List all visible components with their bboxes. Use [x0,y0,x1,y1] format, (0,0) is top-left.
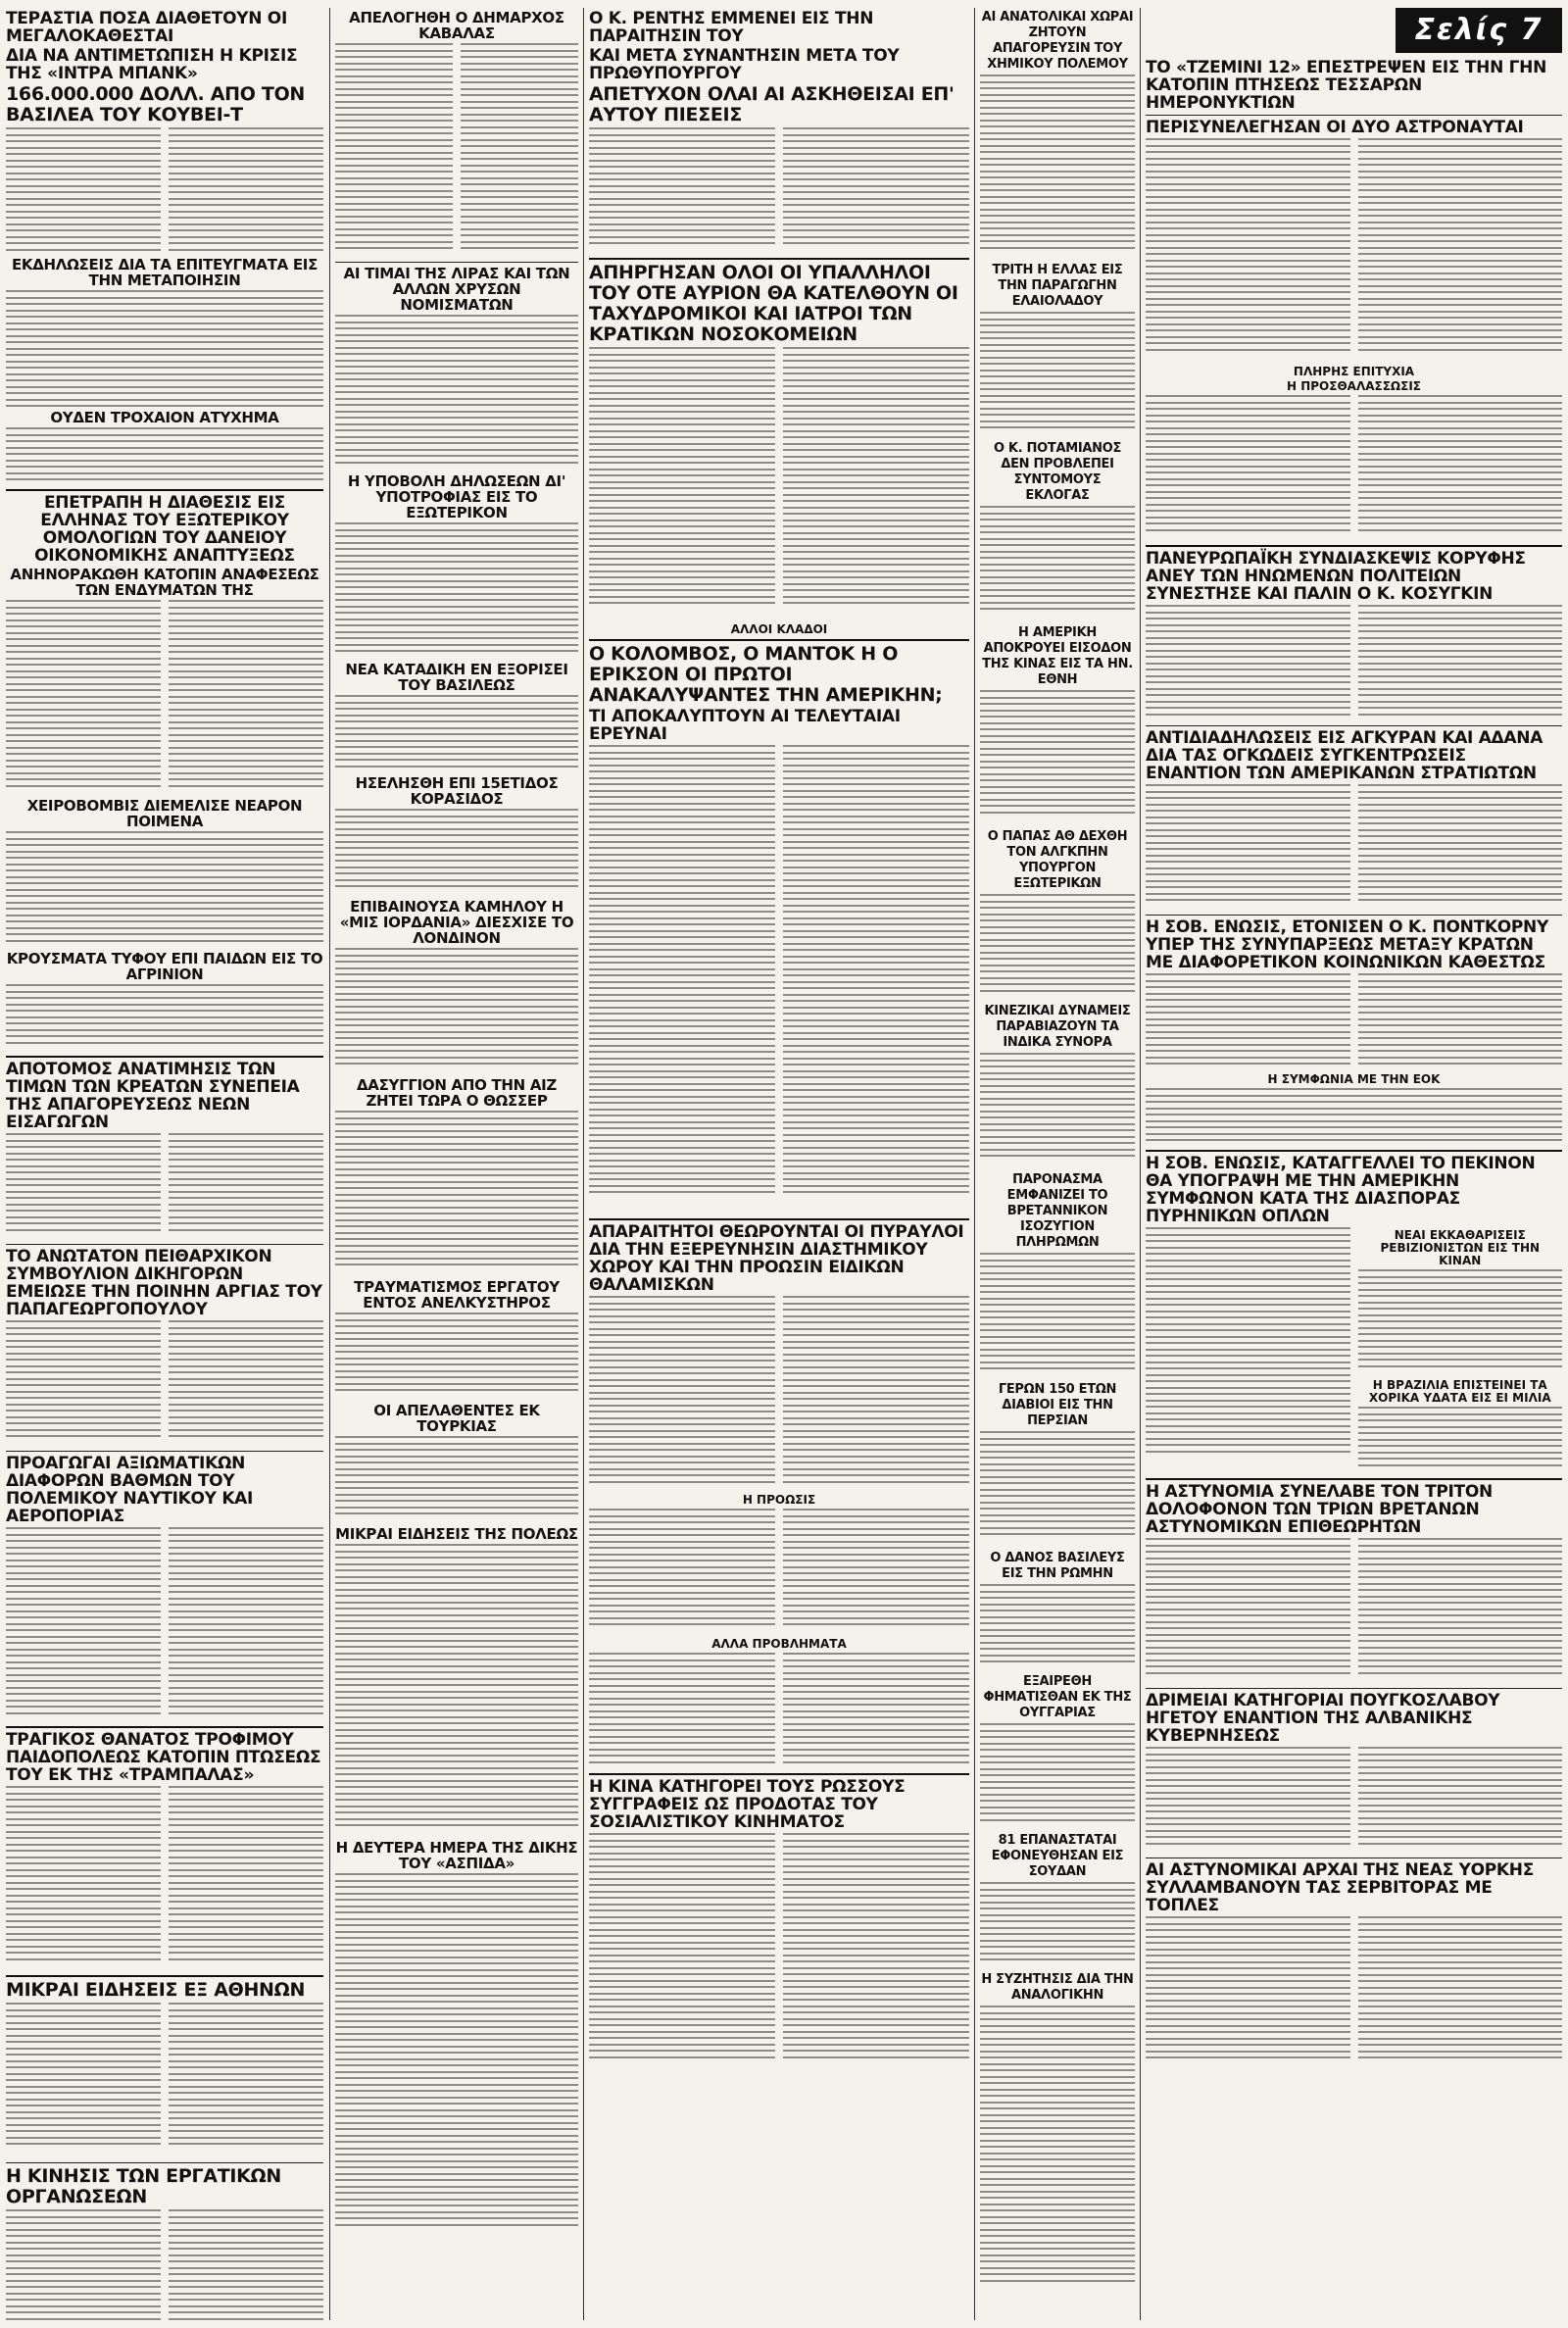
article-text [589,347,969,621]
headline: 81 ΕΠΑΝΑΣΤΑΤΑΙ ΕΦΟΝΕΥΘΗΣΑΝ ΕΙΣ ΣΟΥΔΑΝ [991,1833,1124,1879]
headline: ΤΕΡΑΣΤΙΑ ΠΟΣΑ ΔΙΑΘΕΤΟΥΝ ΟΙ ΜΕΓΑΛΟΚΑΘΕΣΤΑΙ [6,9,287,46]
headline: ΤΙ ΑΠΟΚΑΛΥΠΤΟΥΝ ΑΙ ΤΕΛΕΥΤΑΙΑΙ ΕΡΕΥΝΑΙ [589,707,901,744]
headline: ΑΝΗΝΟΡΑΚΩΘΗ ΚΑΤΟΠΙΝ ΑΝΑΦΕΣΕΩΣ ΤΩΝ ΕΝΔΥΜΑΤΩΝ ΤΗΣ [10,566,319,599]
page-number-banner: Σελίς 7 [1396,8,1562,53]
article-text [589,1509,969,1636]
headline: 166.000.000 ΔΟΛΛ. ΑΠΟ ΤΟΝ ΒΑΣΙΛΕΑ ΤΟΥ ΚΟΥΒΕΙ-Τ [6,83,306,125]
article-text [980,1053,1135,1170]
column-2 [335,8,578,2320]
headline: ΚΑΙ ΜΕΤΑ ΣΥΝΑΝΤΗΣΙΝ ΜΕΤΑ ΤΟΥ ΠΡΩΘΥΠΟΥΡΓΟΥ [589,46,900,83]
column-5 [1146,8,1562,2320]
article-text [335,1436,578,1524]
headline: ΑΙ ΑΝΑΤΟΛΙΚΑΙ ΧΩΡΑΙ ΖΗΤΟΥΝ ΑΠΑΓΟΡΕΥΣΙΝ ΤΟΥ ΧΗΜΙΚΟΥ ΠΟΛΕΜΟΥ [981,10,1134,72]
headline: Ο ΚΟΛΟΜΒΟΣ, Ο ΜΑΝΤΟΚ Η Ο ΕΡΙΚΣΟΝ ΟΙ ΠΡΩΤΟΙ ΑΝΑΚΑΛΥΨΑΝΤΕΣ ΤΗΝ ΑΜΕΡΙΚΗΝ; [589,643,943,706]
subheading: ΑΛΛΑ ΠΡΟΒΛΗΜΑΤΑ [711,1637,847,1651]
article-text [1146,1747,1562,1855]
article-text [6,127,323,255]
article-text [335,948,578,1075]
article-text [1146,138,1562,364]
headline: ΑΙ ΤΙΜΑΙ ΤΗΣ ΛΙΡΑΣ ΚΑΙ ΤΩΝ ΑΛΛΩΝ ΧΡΥΣΩΝ ΝΟΜΙΣΜΑΤΩΝ [343,265,570,314]
article-text [1146,1088,1562,1147]
column-4 [980,8,1135,2320]
article-text [335,43,578,259]
headline: ΑΠΕΛΟΓΗΘΗ Ο ΔΗΜΑΡΧΟΣ ΚΑΒΑΛΑΣ [349,9,564,42]
article-text [335,315,578,471]
article-text [1146,1227,1350,1462]
headline: Ο Κ. ΡΕΝΤΗΣ ΕΜΜΕΝΕΙ ΕΙΣ ΤΗΝ ΠΑΡΑΙΤΗΣΙΝ ΤΟΥ [589,9,874,46]
article-text [980,690,1135,827]
article-text [1358,1407,1563,1475]
article-text [335,809,578,897]
headline: Η ΣΥΖΗΤΗΣΙΣ ΔΙΑ ΤΗΝ ΑΝΑΛΟΓΙΚΗΝ [981,1972,1134,2003]
article-text [980,1882,1135,1970]
headline: Ο Κ. ΠΟΤΑΜΙΑΝΟΣ ΔΕΝ ΠΡΟΒΛΕΠΕΙ ΣΥΝΤΟΜΟΥΣ ΕΚΛΟΓΑΣ [993,441,1122,503]
headline: Η ΚΙΝΗΣΙΣ ΤΩΝ ΕΡΓΑΤΙΚΩΝ ΟΡΓΑΝΩΣΕΩΝ [6,2165,282,2207]
article-text [980,312,1135,439]
headline: Η ΣΟΒ. ΕΝΩΣΙΣ, ΚΑΤΑΓΓΕΛΛΕΙ ΤΟ ΠΕΚΙΝΟΝ ΘΑ ΥΠΟΓΡΑΨΗ ΜΕ ΤΗΝ ΑΜΕΡΙΚΗΝ ΣΥΜΦΩΝΟΝ ΚΑΤΑ ΤΗΣ ΔΙΑΣΠΟΡΑΣ ΠΥΡΗΝΙΚΩΝ ΟΠΛΩΝ [1146,1154,1536,1226]
article-text [335,695,578,773]
article-text [1146,1916,1562,2073]
article-text [589,745,969,1215]
headline: ΑΠΕΤΥΧΟΝ ΟΛΑΙ ΑΙ ΑΣΚΗΘΕΙΣΑΙ ΕΠ' ΑΥΤΟΥ ΠΙΕΣΕΙΣ [589,83,955,125]
article-text [335,1313,578,1401]
column-3 [589,8,969,2320]
headline: ΑΝΤΙΔΙΑΔΗΛΩΣΕΙΣ ΕΙΣ ΑΓΚΥΡΑΝ ΚΑΙ ΑΔΑΝΑ ΔΙΑ ΤΑΣ ΟΓΚΩΔΕΙΣ ΣΥΓΚΕΝΤΡΩΣΕΙΣ ΕΝΑΝΤΙΟΝ ΤΩΝ ΑΜΕΡΙΚΑΝΩΝ ΣΤΡΑΤΙΩΤΩΝ [1146,728,1544,783]
article-text [1146,973,1562,1071]
headline: ΝΕΑ ΚΑΤΑΔΙΚΗ ΕΝ ΕΞΟΡΙΣΕΙ ΤΟΥ ΒΑΣΙΛΕΩΣ [345,661,568,694]
headline: Η ΔΕΥΤΕΡΑ ΗΜΕΡΑ ΤΗΣ ΔΙΚΗΣ ΤΟΥ «ΑΣΠΙΔΑ» [335,1839,578,1872]
article-text [6,831,323,949]
article-text [1146,605,1562,722]
headline: Η ΥΠΟΒΟΛΗ ΔΗΛΩΣΕΩΝ ΔΙ' ΥΠΟΤΡΟΦΙΑΣ ΕΙΣ ΤΟ ΕΞΩΤΕΡΙΚΟΝ [347,472,566,521]
column-rule [974,8,975,2320]
column-rule [583,8,584,2320]
article-text [589,1833,969,2068]
article-text [6,427,323,486]
headline: Η ΑΜΕΡΙΚΗ ΑΠΟΚΡΟΥΕΙ ΕΙΣΟΔΟΝ ΤΗΣ ΚΙΝΑΣ ΕΙΣ ΤΑ ΗΝ. ΕΘΝΗ [982,625,1133,687]
headline: ΜΙΚΡΑΙ ΕΙΔΗΣΕΙΣ ΕΞ ΑΘΗΝΩΝ [6,1979,306,2001]
article-text [6,290,323,408]
article-text [980,894,1135,1002]
headline: ΑΠΟΤΟΜΟΣ ΑΝΑΤΙΜΗΣΙΣ ΤΩΝ ΤΙΜΩΝ ΤΩΝ ΚΡΕΑΤΩΝ ΣΥΝΕΠΕΙΑ ΤΗΣ ΑΠΑΓΟΡΕΥΣΕΩΣ ΝΕΩΝ ΕΙΣΑΓΩΓΩΝ [6,1060,300,1132]
article-text [1358,1269,1563,1377]
headline: ΑΠΑΡΑΙΤΗΤΟΙ ΘΕΩΡΟΥΝΤΑΙ ΟΙ ΠΥΡΑΥΛΟΙ ΔΙΑ ΤΗΝ ΕΞΕΡΕΥΝΗΣΙΝ ΔΙΑΣΤΗΜΙΚΟΥ ΧΩΡΟΥ ΚΑΙ ΤΗΝ ΠΡΟΩΣΙΝ ΕΙΔΙΚΩΝ ΘΑΛΑΜΙΣΚΩΝ [589,1222,964,1295]
headline: ΤΡΑΓΙΚΟΣ ΘΑΝΑΤΟΣ ΤΡΟΦΙΜΟΥ ΠΑΙΔΟΠΟΛΕΩΣ ΚΑΤΟΠΙΝ ΠΤΩΣΕΩΣ ΤΟΥ ΕΚ ΤΗΣ «ΤΡΑΜΠΑΛΑΣ» [6,1730,321,1785]
headline: ΧΕΙΡΟΒΟΜΒΙΣ ΔΙΕΜΕΛΙΣΕ ΝΕΑΡΟΝ ΠΟΙΜΕΝΑ [26,797,303,830]
column-rule [1140,8,1141,2320]
headline: ΕΠΙΒΑΙΝΟΥΣΑ ΚΑΜΗΛΟΥ Η «ΜΙΣ ΙΟΡΔΑΝΙΑ» ΔΙΕΣΧΙΣΕ ΤΟ ΛΟΝΔΙΝΟΝ [339,898,574,947]
headline: ΠΑΝΕΥΡΩΠΑΪΚΗ ΣΥΝΔΙΑΣΚΕΨΙΣ ΚΟΡΥΦΗΣ ΑΝΕΥ ΤΩΝ ΗΝΩΜΕΝΩΝ ΠΟΛΙΤΕΙΩΝ ΣΥΝΕΣΤΗΣΕ ΚΑΙ ΠΑΛΙΝ Ο Κ. ΚΟΣΥΓΚΙΝ [1146,549,1526,604]
column-rule [329,8,330,2320]
article-text [1146,784,1562,912]
subheading: Η ΒΡΑΖΙΛΙΑ ΕΠΙΣΤΕΙΝΕΙ ΤΑ ΧΟΡΙΚΑ ΥΔΑΤΑ ΕΙΣ ΕΙ ΜΙΛΙΑ [1368,1378,1551,1405]
article-text [980,74,1135,261]
headline: ΠΕΡΙΣΥΝΕΛΕΓΗΣΑΝ ΟΙ ΔΥΟ ΑΣΤΡΟΝΑΥΤΑΙ [1146,118,1524,137]
headline: ΠΑΡΟΝΑΣΜΑ ΕΜΦΑΝΙΖΕΙ ΤΟ ΒΡΕΤΑΝΝΙΚΟΝ ΙΣΟΖΥΓΙΟΝ ΠΛΗΡΩΜΩΝ [1006,1172,1108,1250]
headline: ΓΕΡΩΝ 150 ΕΤΩΝ ΔΙΑΒΙΟΙ ΕΙΣ ΤΗΝ ΠΕΡΣΙΑΝ [998,1382,1117,1428]
article-text [6,1786,323,1972]
article-text [980,1431,1135,1549]
headline: ΤΡΙΤΗ Η ΕΛΛΑΣ ΕΙΣ ΤΗΝ ΠΑΡΑΓΩΓΗΝ ΕΛΑΙΟΛΑΔΟΥ [992,263,1123,309]
headline: Η ΣΟΒ. ΕΝΩΣΙΣ, ΕΤΟΝΙΣΕΝ Ο Κ. ΠΟΝΤΚΟΡΝΥ ΥΠΕΡ ΤΗΣ ΣΥΝΥΠΑΡΞΕΩΣ ΜΕΤΑΞΥ ΚΡΑΤΩΝ ΜΕ ΔΙΑΦΟΡΕΤΙΚΟΝ ΚΟΙΝΩΝΙΚΩΝ ΚΑΘΕΣΤΩΣ [1146,917,1548,972]
headline: Η ΚΙΝΑ ΚΑΤΗΓΟΡΕΙ ΤΟΥΣ ΡΩΣΣΟΥΣ ΣΥΓΓΡΑΦΕΙΣ ΩΣ ΠΡΟΔΟΤΑΣ ΤΟΥ ΣΟΣΙΑΛΙΣΤΙΚΟΥ ΚΙΝΗΜΑΤΟΣ [589,1777,906,1832]
article-text [980,2006,1135,2300]
headline: ΤΟ ΑΝΩΤΑΤΟΝ ΠΕΙΘΑΡΧΙΚΟΝ ΣΥΜΒΟΥΛΙΟΝ ΔΙΚΗΓΟΡΩΝ ΕΜΕΙΩΣΕ ΤΗΝ ΠΟΙΝΗΝ ΑΡΓΙΑΣ ΤΟΥ ΠΑΠΑΓΕΩΡΓΟΠΟΥΛΟΥ [6,1247,322,1319]
subheading: Η ΠΡΟΣΘΑΛΑΣΣΩΣΙΣ [1287,379,1421,393]
headline: ΟΥΔΕΝ ΤΡΟΧΑΙΟΝ ΑΤΥΧΗΜΑ [50,409,279,426]
column-1 [6,8,323,2320]
article-text [6,1527,323,1723]
article-text [6,1133,323,1241]
article-text [6,984,323,1053]
subheading: Η ΣΥΜΦΩΝΙΑ ΜΕ ΤΗΝ ΕΟΚ [1267,1072,1441,1086]
article-text [589,127,969,255]
headline: ΤΟ «ΤΖΕΜΙΝΙ 12» ΕΠΕΣΤΡΕΨΕΝ ΕΙΣ ΤΗΝ ΓΗΝ ΚΑΤΟΠΙΝ ΠΤΗΣΕΩΣ ΤΕΣΣΑΡΩΝ ΗΜΕΡΟΝΥΚΤΙΩΝ [1146,58,1547,113]
headline: Ο ΠΑΠΑΣ ΑΘ ΔΕΧΘΗ ΤΟΝ ΑΛΓΚΠΗΝ ΥΠΟΥΡΓΟΝ ΕΞΩΤΕΡΙΚΩΝ [987,829,1128,891]
article-text [335,522,578,660]
headline: ΔΡΙΜΕΙΑΙ ΚΑΤΗΓΟΡΙΑΙ ΠΟΥΓΚΟΣΛΑΒΟΥ ΗΓΕΤΟΥ ΕΝΑΝΤΙΟΝ ΤΗΣ ΑΛΒΑΝΙΚΗΣ ΚΥΒΕΡΝΗΣΕΩΣ [1146,1691,1500,1746]
article-text [6,2209,323,2320]
article-text [1146,395,1562,542]
headline: ΟΙ ΑΠΕΛΑΘΕΝΤΕΣ ΕΚ ΤΟΥΡΚΙΑΣ [373,1402,540,1435]
headline: ΚΙΝΕΖΙΚΑΙ ΔΥΝΑΜΕΙΣ ΠΑΡΑΒΙΑΖΟΥΝ ΤΑ ΙΝΔΙΚΑ ΣΥΝΟΡΑ [984,1004,1131,1050]
article-text [589,1653,969,1770]
article-text [980,1584,1135,1672]
article-text [1146,1538,1562,1685]
subheading: ΠΛΗΡΗΣ ΕΠΙΤΥΧΙΑ [1293,365,1415,378]
article-text [980,1723,1135,1831]
article-text [335,1544,578,1838]
article-text [980,506,1135,623]
headline: ΤΡΑΥΜΑΤΙΣΜΟΣ ΕΡΓΑΤΟΥ ΕΝΤΟΣ ΑΝΕΛΚΥΣΤΗΡΟΣ [354,1278,560,1312]
headline: ΚΡΟΥΣΜΑΤΑ ΤΥΦΟΥ ΕΠΙ ΠΑΙΔΩΝ ΕΙΣ ΤΟ ΑΓΡΙΝΙΟΝ [6,950,323,983]
article-text [6,2003,323,2159]
article-text [980,1253,1135,1380]
subheading: ΝΕΑΙ ΕΚΚΑΘΑΡΙΣΕΙΣ ΡΕΒΙΖΙΟΝΙΣΤΩΝ ΕΙΣ ΤΗΝ ΚΙΝΑΝ [1380,1228,1541,1267]
headline: ΕΞΑΙΡΕΘΗ ΦΗΜΑΤΙΣΘΑΝ ΕΚ ΤΗΣ ΟΥΓΓΑΡΙΑΣ [983,1674,1132,1720]
headline: ΜΙΚΡΑΙ ΕΙΔΗΣΕΙΣ ΤΗΣ ΠΟΛΕΩΣ [335,1525,578,1543]
headline: Ο ΔΑΝΟΣ ΒΑΣΙΛΕΥΣ ΕΙΣ ΤΗΝ ΡΩΜΗΝ [990,1551,1125,1581]
article-text [335,1873,578,2246]
subheading: ΑΛΛΟΙ ΚΛΑΔΟΙ [730,622,828,636]
headline: Η ΑΣΤΥΝΟΜΙΑ ΣΥΝΕΛΑΒΕ ΤΟΝ ΤΡΙΤΟΝ ΔΟΛΟΦΟΝΟΝ ΤΩΝ ΤΡΙΩΝ ΒΡΕΤΑΝΩΝ ΑΣΤΥΝΟΜΙΚΩΝ ΕΠΙΘΕΩΡΗΤΩΝ [1146,1482,1493,1537]
article-text [335,1111,578,1277]
headline: ΑΠΗΡΓΗΣΑΝ ΟΛΟΙ ΟΙ ΥΠΑΛΛΗΛΟΙ ΤΟΥ ΟΤΕ ΑΥΡΙΟΝ ΘΑ ΚΑΤΕΛΘΟΥΝ ΟΙ ΤΑΧΥΔΡΟΜΙΚΟΙ ΚΑΙ ΙΑΤΡΟΙ ΤΩΝ ΚΡΑΤΙΚΩΝ ΝΟΣΟΚΟΜΕΙΩΝ [589,262,958,345]
article-text [6,1320,323,1448]
headline: ΕΠΕΤΡΑΠΗ Η ΔΙΑΘΕΣΙΣ ΕΙΣ ΕΛΛΗΝΑΣ ΤΟΥ ΕΞΩΤΕΡΙΚΟΥ ΟΜΟΛΟΓΙΩΝ ΤΟΥ ΔΑΝΕΙΟΥ ΟΙΚΟΝΟΜΙΚΗΣ ΑΝΑΠΤΥΞΕΩΣ [34,493,295,566]
headline: ΔΙΑ ΝΑ ΑΝΤΙΜΕΤΩΠΙΣΗ Η ΚΡΙΣΙΣ ΤΗΣ «ΙΝΤΡΑ ΜΠΑΝΚ» [6,46,298,83]
headline: ΕΚΔΗΛΩΣΕΙΣ ΔΙΑ ΤΑ ΕΠΙΤΕΥΓΜΑΤΑ ΕΙΣ ΤΗΝ ΜΕΤΑΠΟΙΗΣΙΝ [11,256,318,289]
headline: ΗΣΕΛΗΣΘΗ ΕΠΙ 15ΕΤΙΔΟΣ ΚΟΡΑΣΙΔΟΣ [355,774,559,808]
article-text [589,1296,969,1492]
headline: ΔΑΣΥΓΓΙΟΝ ΑΠΟ ΤΗΝ ΑΙΖ ΖΗΤΕΙ ΤΩΡΑ Ο ΘΩΣΣΕΡ [356,1076,557,1110]
subheading: Η ΠΡΟΩΣΙΣ [742,1493,816,1507]
headline: ΑΙ ΑΣΤΥΝΟΜΙΚΑΙ ΑΡΧΑΙ ΤΗΣ ΝΕΑΣ ΥΟΡΚΗΣ ΣΥΛΛΑΜΒΑΝΟΥΝ ΤΑΣ ΣΕΡΒΙΤΟΡΑΣ ΜΕ ΤΟΠΛΕΣ [1146,1860,1535,1915]
headline: ΠΡΟΑΓΩΓΑΙ ΑΞΙΩΜΑΤΙΚΩΝ ΔΙΑΦΟΡΩΝ ΒΑΘΜΩΝ ΤΟΥ ΠΟΛΕΜΙΚΟΥ ΝΑΥΤΙΚΟΥ ΚΑΙ ΑΕΡΟΠΟΡΙΑΣ [6,1454,254,1526]
article-text [6,600,323,796]
